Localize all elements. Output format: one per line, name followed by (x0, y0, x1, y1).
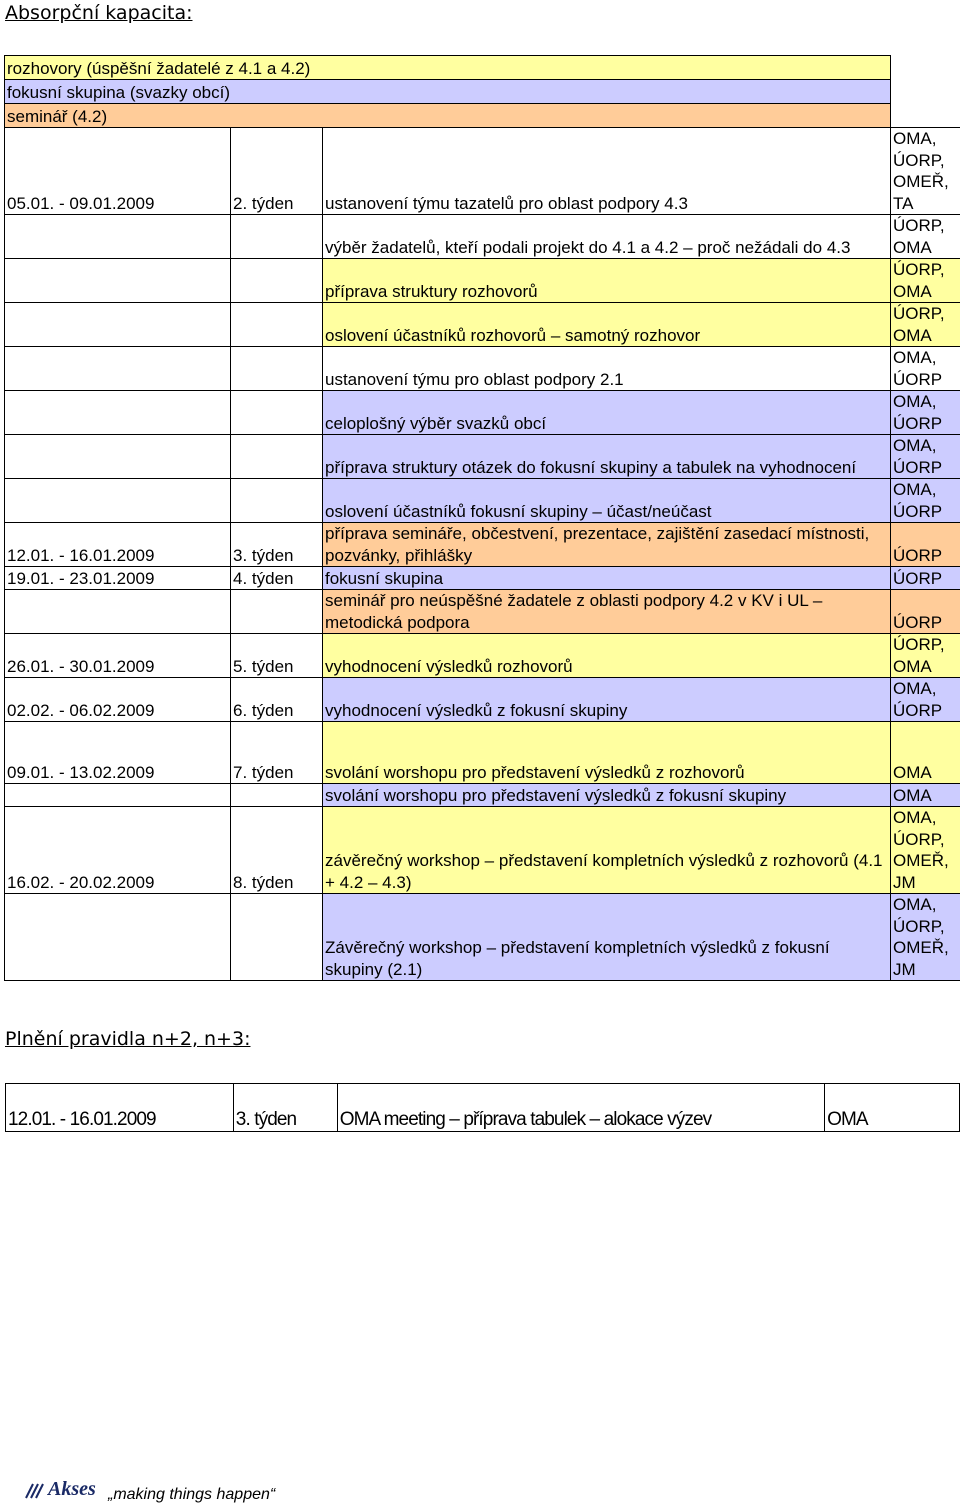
row-responsible: ÚORP, OMA (891, 303, 960, 347)
slash-logo-icon (24, 1481, 46, 1499)
row-week (231, 391, 323, 435)
row-date: 02.02. - 06.02.2009 (5, 678, 231, 722)
schedule-row (5, 391, 960, 435)
footer-tagline: „making things happen“ (108, 1486, 276, 1503)
row-date (5, 479, 231, 523)
legend-row (5, 104, 960, 128)
row-date: 09.01. - 13.02.2009 (5, 722, 231, 784)
row-activity: oslovení účastníků fokusní skupiny – účast/neúčast (323, 479, 891, 523)
row-responsible: ÚORP (891, 567, 960, 590)
row-activity: příprava semináře, občestvení, prezentace, zajištění zasedací místnosti, pozvánky, přihlášky (323, 523, 891, 567)
legend-seminar: seminář (4.2) (5, 104, 891, 128)
schedule-row (5, 634, 960, 678)
row-responsible: OMA, ÚORP (891, 347, 960, 391)
row-responsible: ÚORP (891, 590, 960, 634)
row-activity: výběr žadatelů, kteří podali projekt do 4.1 a 4.2 – proč nežádali do 4.3 (323, 215, 891, 259)
row-responsible: ÚORP, OMA (891, 215, 960, 259)
legend-interviews: rozhovory (úspěšní žadatelé z 4.1 a 4.2) (5, 56, 891, 80)
row-week: 7. týden (231, 722, 323, 784)
row-activity: Závěrečný workshop – představení kompletních výsledků z fokusní skupiny (2.1) (323, 894, 891, 981)
row-date: 19.01. - 23.01.2009 (5, 567, 231, 590)
row-responsible: OMA (891, 722, 960, 784)
row-responsible: ÚORP (891, 523, 960, 567)
schedule-row (5, 523, 960, 567)
row-date (5, 347, 231, 391)
rules-table (5, 1083, 960, 1132)
legend-row (5, 80, 960, 104)
row-activity: ustanovení týmu pro oblast podpory 2.1 (323, 347, 891, 391)
row-responsible: OMA, ÚORP, OMEŘ, JM (891, 894, 960, 981)
schedule-row (5, 128, 960, 215)
row-activity: příprava struktury rozhovorů (323, 259, 891, 303)
schedule-row (5, 303, 960, 347)
akses-logo (24, 1478, 96, 1501)
row-activity: oslovení účastníků rozhovorů – samotný rozhovor (323, 303, 891, 347)
row-date: 26.01. - 30.01.2009 (5, 634, 231, 678)
row-activity: fokusní skupina (323, 567, 891, 590)
logo-text: Akses (48, 1478, 96, 1500)
row-activity: svolání worshopu pro představení výsledků z rozhovorů (323, 722, 891, 784)
schedule-row (5, 894, 960, 981)
schedule-row (5, 435, 960, 479)
row-date (5, 215, 231, 259)
row-week (231, 303, 323, 347)
schedule-row (5, 590, 960, 634)
schedule-row (5, 678, 960, 722)
rules-responsible: OMA (825, 1084, 960, 1132)
row-week (231, 590, 323, 634)
row-responsible: OMA, ÚORP, OMEŘ, TA (891, 128, 960, 215)
row-week: 3. týden (231, 523, 323, 567)
row-date (5, 590, 231, 634)
rules-date: 12.01. - 16.01.2009 (6, 1084, 234, 1132)
row-date: 12.01. - 16.01.2009 (5, 523, 231, 567)
schedule-row (5, 722, 960, 784)
schedule-row (5, 259, 960, 303)
row-week (231, 435, 323, 479)
row-week (231, 894, 323, 981)
row-date (5, 391, 231, 435)
legend-focus-group: fokusní skupina (svazky obcí) (5, 80, 891, 104)
schedule-table (4, 55, 960, 981)
row-activity: závěrečný workshop – představení kompletních výsledků z rozhovorů (4.1 + 4.2 – 4.3) (323, 807, 891, 894)
capacity-heading: Absorpční kapacita: (5, 2, 193, 24)
row-week: 4. týden (231, 567, 323, 590)
row-week (231, 259, 323, 303)
schedule-row (5, 215, 960, 259)
row-week: 8. týden (231, 807, 323, 894)
row-date (5, 435, 231, 479)
row-week: 5. týden (231, 634, 323, 678)
schedule-row (5, 784, 960, 807)
row-week: 2. týden (231, 128, 323, 215)
schedule-rows (5, 128, 960, 981)
schedule-row (5, 479, 960, 523)
row-date (5, 259, 231, 303)
row-activity: svolání worshopu pro představení výsledků z fokusní skupiny (323, 784, 891, 807)
row-week (231, 347, 323, 391)
schedule-row (5, 567, 960, 590)
row-responsible: OMA, ÚORP (891, 391, 960, 435)
row-responsible: OMA, ÚORP (891, 678, 960, 722)
row-date: 05.01. - 09.01.2009 (5, 128, 231, 215)
rules-heading: Plnění pravidla n+2, n+3: (5, 1028, 251, 1050)
row-date (5, 894, 231, 981)
row-activity: příprava struktury otázek do fokusní skupiny a tabulek na vyhodnocení (323, 435, 891, 479)
row-week (231, 784, 323, 807)
row-week (231, 479, 323, 523)
legend-row (5, 56, 960, 80)
rules-activity: OMA meeting – příprava tabulek – alokace výzev (337, 1084, 824, 1132)
row-activity: ustanovení týmu tazatelů pro oblast podpory 4.3 (323, 128, 891, 215)
row-activity: celoplošný výběr svazků obcí (323, 391, 891, 435)
row-activity: seminář pro neúspěšné žadatele z oblasti podpory 4.2 v KV i UL – metodická podpora (323, 590, 891, 634)
row-date (5, 303, 231, 347)
row-date: 16.02. - 20.02.2009 (5, 807, 231, 894)
row-activity: vyhodnocení výsledků z fokusní skupiny (323, 678, 891, 722)
row-responsible: ÚORP, OMA (891, 259, 960, 303)
row-responsible: OMA, ÚORP (891, 479, 960, 523)
row-activity: vyhodnocení výsledků rozhovorů (323, 634, 891, 678)
rules-row (6, 1084, 960, 1132)
row-week (231, 215, 323, 259)
row-responsible: OMA (891, 784, 960, 807)
row-week: 6. týden (231, 678, 323, 722)
row-responsible: OMA, ÚORP (891, 435, 960, 479)
row-responsible: OMA, ÚORP, OMEŘ, JM (891, 807, 960, 894)
legend-rows (5, 56, 960, 128)
row-date (5, 784, 231, 807)
row-responsible: ÚORP, OMA (891, 634, 960, 678)
rules-week: 3. týden (233, 1084, 337, 1132)
schedule-row (5, 347, 960, 391)
schedule-row (5, 807, 960, 894)
